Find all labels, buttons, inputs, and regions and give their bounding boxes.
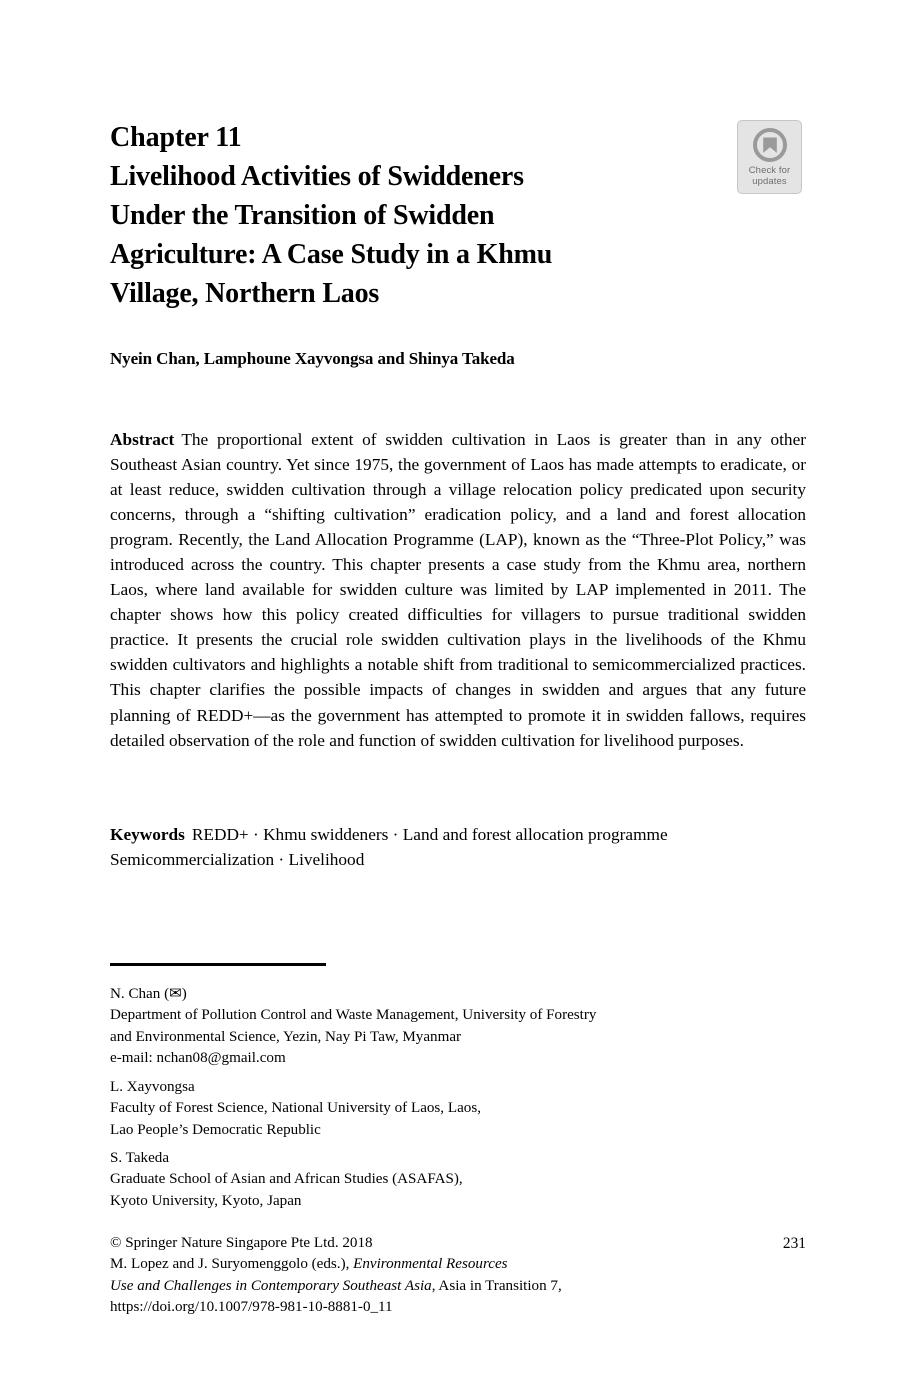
keywords-section	[110, 822, 810, 872]
chapter-number: Chapter 11	[110, 122, 242, 153]
editors-text: M. Lopez and J. Suryomenggolo (eds.),	[110, 1256, 354, 1273]
affiliation-3-line-1: Graduate School of Asian and African Studies (ASAFAS),	[110, 1171, 463, 1188]
chapter-title-line-4: Village, Northern Laos	[110, 278, 380, 309]
affiliation-1-line-2: and Environmental Science, Yezin, Nay Pi Taw, Myanmar	[110, 1028, 462, 1045]
badge-line-2: updates	[752, 176, 787, 187]
copyright-line-2	[110, 1254, 806, 1275]
title-block	[110, 118, 720, 313]
copyright-block	[110, 1233, 806, 1319]
affiliation-1-line-1: Department of Pollution Control and Waste Management, University of Forestry	[110, 1007, 597, 1024]
affiliation-block-1	[110, 984, 810, 1070]
affiliation-3-line-2: Kyoto University, Kyoto, Japan	[110, 1192, 302, 1209]
copyright-notice: © Springer Nature Singapore Pte Ltd. 2018	[110, 1235, 373, 1251]
author-list: Nyein Chan, Lamphoune Xayvongsa and Shinya Takeda	[110, 349, 515, 368]
book-title-part-2: Use and Challenges in Contemporary Southeast Asia	[110, 1277, 432, 1294]
badge-line-1: Check for	[748, 165, 791, 176]
copyright-line-3	[110, 1276, 806, 1297]
affiliation-1-name: N. Chan (✉)	[110, 986, 187, 1002]
copyright-line-1	[110, 1233, 806, 1254]
page-number: 231	[782, 1235, 806, 1252]
affiliation-3-name: S. Takeda	[110, 1150, 170, 1166]
abstract-section	[110, 427, 806, 753]
affiliation-2-name: L. Xayvongsa	[110, 1079, 195, 1095]
book-title-part-1: Environmental Resources	[353, 1256, 508, 1273]
chapter-title-line-3: Agriculture: A Case Study in a Khmu	[110, 239, 553, 270]
series-text: , Asia in Transition 7,	[431, 1277, 562, 1294]
footnote-separator-rule	[110, 963, 326, 966]
abstract-label: Abstract	[110, 430, 175, 449]
check-for-updates-badge[interactable]	[737, 120, 802, 194]
affiliation-2-line-1: Faculty of Forest Science, National University of Laos, Laos,	[110, 1100, 481, 1117]
abstract-body: The proportional extent of swidden cultivation in Laos is greater than in any other Southeast Asian country. Yet since 1975, the government of Laos has made attempts to eradicate, or at least reduce, swidden cultivation through a village relocation policy predicated upon security concerns, through a “shifting cultivation” eradication policy, and a land and forest allocation program. Recently, the Land Allocation Programme (LAP), known as the “Three-Plot Policy,” was introduced across the country. This chapter presents a case study from the Khmu area, northern Laos, where land available for swidden culture was limited by LAP implemented in 2011. The chapter shows how this policy created difficulties for villagers to pursue traditional swidden practice. It presents the crucial role swidden cultivation plays in the livelihoods of the Khmu swidden cultivators and highlights a notable shift from traditional to semicommercialized practices. This chapter clarifies the possible impacts of changes in swidden and argues that any future planning of REDD+—as the government has attempted to promote it in swidden fallows, requires detailed observation of the role and function of swidden cultivation for livelihood purposes.	[110, 430, 806, 750]
affiliation-1-email: e-mail: nchan08@gmail.com	[110, 1050, 286, 1067]
check-for-updates-bookmark-icon	[752, 127, 788, 163]
affiliation-block-3	[110, 1148, 810, 1212]
check-for-updates-label	[749, 165, 791, 187]
doi-line: https://doi.org/10.1007/978-981-10-8881-0_11	[110, 1299, 393, 1316]
affiliation-2-line-2: Lao People’s Democratic Republic	[110, 1121, 321, 1138]
keywords-line-2: Semicommercialization · Livelihood	[110, 850, 365, 870]
affiliation-block-2	[110, 1077, 810, 1141]
chapter-title	[110, 157, 720, 313]
chapter-title-line-2: Under the Transition of Swidden	[110, 200, 495, 231]
keywords-line-1: REDD+ · Khmu swiddeners · Land and forest allocation programme	[191, 825, 668, 844]
chapter-title-line-1: Livelihood Activities of Swiddeners	[110, 161, 524, 192]
keywords-label: Keywords	[110, 825, 185, 844]
